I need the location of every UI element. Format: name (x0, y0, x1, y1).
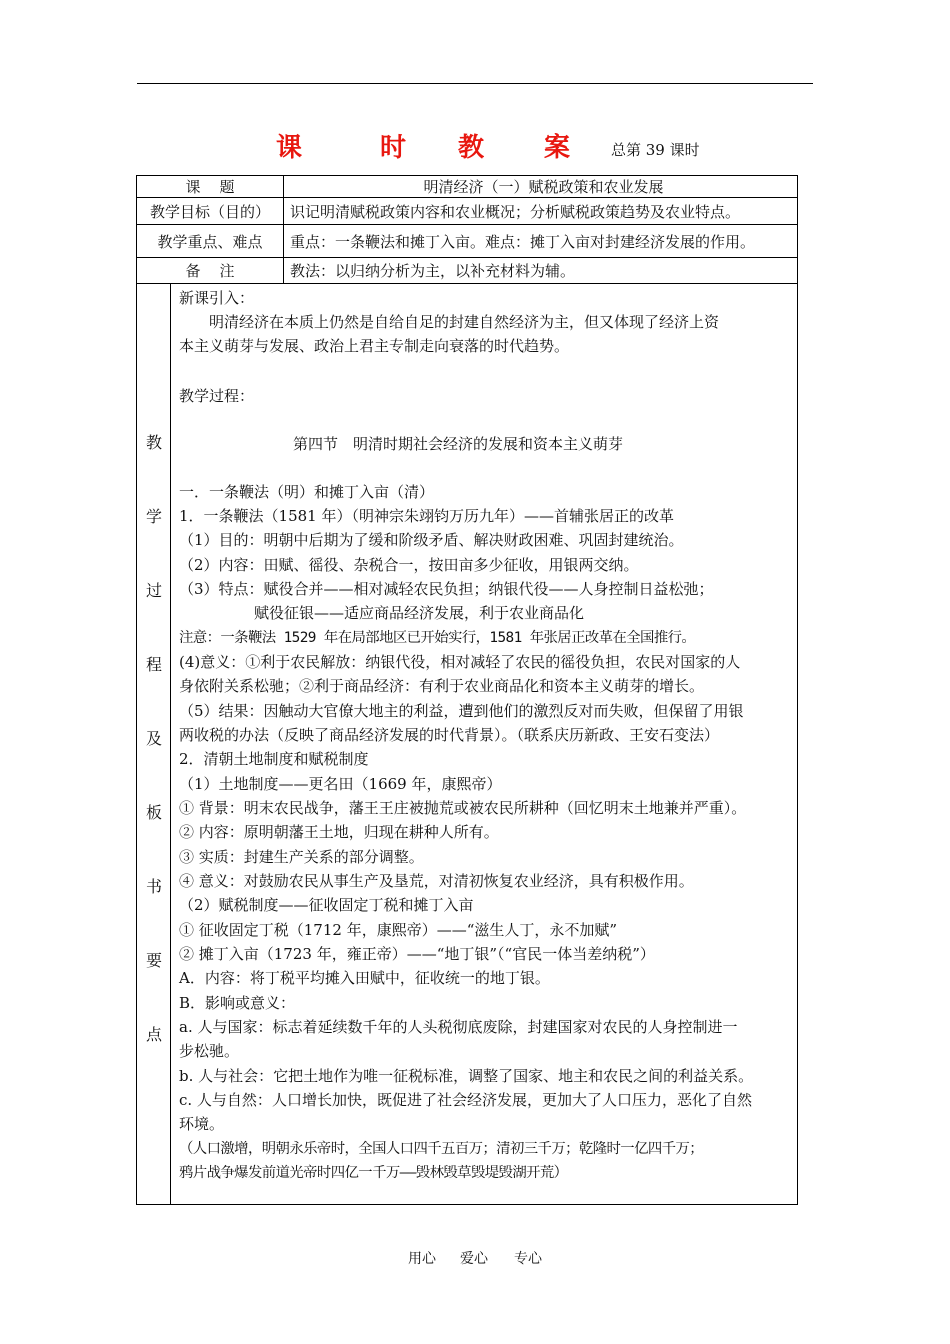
content-line: 赋役征银——适应商品经济发展，利于农业商品化 (254, 604, 585, 622)
lesson-plan-table (136, 175, 798, 1205)
content-line: b. 人与社会：它把土地作为唯一征税标准，调整了国家、地主和农民之间的利益关系。 (179, 1067, 754, 1085)
title-char: 时 (380, 133, 407, 163)
content-line: ③ 实质：封建生产关系的部分调整。 (179, 848, 424, 866)
content-line: 步松驰。 (179, 1042, 240, 1060)
content-line: a. 人与国家：标志着延续数千年的人头税彻底废除，封建国家对农民的人身控制进一 (179, 1018, 738, 1036)
content-line: ① 背景：明末农民战争，藩王王庄被抛荒或被农民所耕种（回忆明末土地兼并严重）。 (179, 799, 747, 817)
goal-value: 识记明清赋税政策内容和农业概况；分析赋税政策趋势及农业特点。 (284, 198, 798, 225)
side-char: 过 (145, 581, 162, 600)
side-char: 教 (145, 433, 162, 452)
content-line: 身依附关系松驰；②利于商品经济：有利于农业商品化和资本主义萌芽的增长。 (179, 677, 705, 695)
focus-label: 教学重点、难点 (137, 225, 284, 258)
page-title (0, 128, 950, 168)
content-line: ② 内容：原明朝藩王土地，归现在耕种人所有。 (179, 823, 499, 841)
content-line: 2．清朝土地制度和赋税制度 (179, 750, 369, 768)
content-line: c. 人与自然：人口增长加快，既促进了社会经济发展，更加大了人口压力，恶化了自然 (179, 1091, 752, 1109)
side-label (137, 284, 171, 1205)
row-goal (137, 198, 798, 225)
content-line: （3）特点：赋役合并——相对减轻农民负担；纳银代役——人身控制日益松弛； (179, 580, 714, 598)
side-char: 板 (145, 803, 162, 822)
note-line: 注意：一条鞭法 1529 年在局部地区已开始实行，1581 年张居正改革在全国推行。 (179, 630, 696, 646)
note-line: （人口激增，明朝永乐帝时，全国人口四千五百万；清初三千万；乾隆时一亿四千万； (179, 1141, 704, 1157)
row-remark (137, 258, 798, 284)
content-line: （1）土地制度——更名田（1669 年，康熙帝） (179, 775, 502, 793)
footer-item: 用心 (408, 1251, 436, 1267)
row-focus (137, 225, 798, 258)
side-char: 书 (145, 877, 162, 896)
content-line: ④ 意义：对鼓励农民从事生产及垦荒，对清初恢复农业经济，具有积极作用。 (179, 872, 694, 890)
section-heading: 第四节 明清时期社会经济的发展和资本主义萌芽 (293, 435, 624, 453)
topic-value: 明清经济（一）赋税政策和农业发展 (284, 176, 798, 198)
content-line: （5）结果：因触动大官僚大地主的利益，遭到他们的激烈反对而失败，但保留了用银 (179, 702, 744, 720)
remark-label: 备 注 (137, 258, 284, 284)
row-process (137, 284, 798, 1205)
topic-label: 课 题 (137, 176, 284, 198)
side-char: 点 (145, 1025, 162, 1044)
content-line: 本主义萌芽与发展、政治上君主专制走向衰落的时代趋势。 (179, 337, 570, 355)
content-line: B．影响或意义： (179, 994, 296, 1012)
content-line: ① 征收固定丁税（1712 年，康熙帝）——“滋生人丁，永不加赋” (179, 921, 618, 939)
goal-label: 教学目标（目的） (137, 198, 284, 225)
content-line: 新课引入： (179, 289, 255, 307)
title-char: 课 (276, 133, 303, 163)
content-line: （2）赋税制度——征收固定丁税和摊丁入亩 (179, 896, 474, 914)
side-char: 及 (145, 729, 162, 748)
focus-value: 重点：一条鞭法和摊丁入亩。难点：摊丁入亩对封建经济发展的作用。 (284, 225, 798, 258)
content-line: （2）内容：田赋、徭役、杂税合一，按田亩多少征收，用银两交纳。 (179, 556, 639, 574)
content-line: 明清经济在本质上仍然是自给自足的封建自然经济为主，但又体现了经济上资 (179, 313, 720, 331)
teaching-content (171, 284, 798, 1205)
remark-value: 教法：以归纳分析为主，以补充材料为辅。 (284, 258, 798, 284)
footer-item: 爱心 (460, 1251, 488, 1267)
period-count: 总第 39 课时 (611, 141, 700, 159)
side-char: 学 (145, 507, 162, 526)
row-topic (137, 176, 798, 198)
title-char: 教 (458, 133, 485, 163)
content-line: 两收税的办法（反映了商品经济发展的时代背景）。（联系庆历新政、王安石变法） (179, 726, 720, 744)
content-line: 一．一条鞭法（明）和摊丁入亩（清） (179, 483, 435, 501)
content-line: （1）目的：明朝中后期为了缓和阶级矛盾、解决财政困难、巩固封建统治。 (179, 531, 684, 549)
content-line: 教学过程： (179, 387, 255, 405)
top-rule (137, 83, 813, 84)
side-char: 要 (145, 951, 162, 970)
footer-item: 专心 (514, 1251, 542, 1267)
content-line: A．内容：将丁税平均摊入田赋中，征收统一的地丁银。 (179, 969, 550, 987)
content-line: (4)意义：①利于农民解放：纳银代役，相对减轻了农民的徭役负担，农民对国家的人 (179, 653, 741, 671)
content-line: 1．一条鞭法（1581 年）（明神宗朱翊钧万历九年）——首辅张居正的改革 (179, 507, 674, 525)
note-line: 鸦片战争爆发前道光帝时四亿一千万——毁林毁草毁堤毁湖开荒） (179, 1165, 568, 1181)
content-line: ② 摊丁入亩（1723 年，雍正帝）——“地丁银”（“官民一体当差纳税”） (179, 945, 655, 963)
side-char: 程 (145, 655, 162, 674)
content-line: 环境。 (179, 1115, 225, 1133)
title-char: 案 (544, 133, 571, 163)
